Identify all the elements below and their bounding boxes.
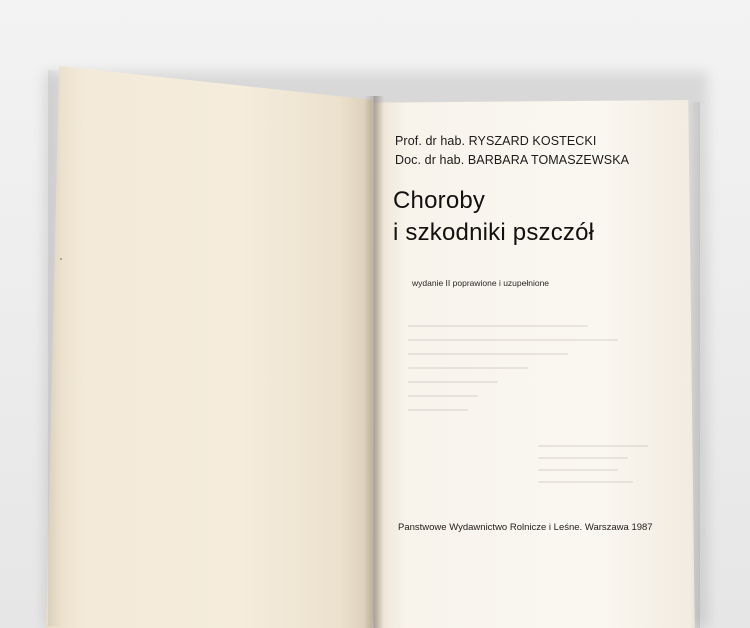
- author-tomaszewska: Doc. dr hab. BARBARA TOMASZEWSKA: [395, 153, 630, 167]
- left-page-blank: [46, 66, 372, 628]
- book-title-line-1: Choroby: [393, 187, 486, 214]
- edition-note: wydanie II poprawione i uzupełnione: [412, 278, 550, 288]
- paper-speck: [60, 258, 62, 260]
- show-through-text: [398, 305, 668, 505]
- right-page-edge-shading: [690, 102, 700, 628]
- left-page-edge-shading: [48, 70, 62, 626]
- publisher-imprint: Panstwowe Wydawnictwo Rolnicze i Leśne. Warszawa 1987: [398, 522, 653, 533]
- author-kostecki: Prof. dr hab. RYSZARD KOSTECKI: [395, 134, 597, 148]
- book-gutter: [364, 96, 384, 628]
- book-title-line-2: i szkodniki pszczół: [393, 219, 595, 246]
